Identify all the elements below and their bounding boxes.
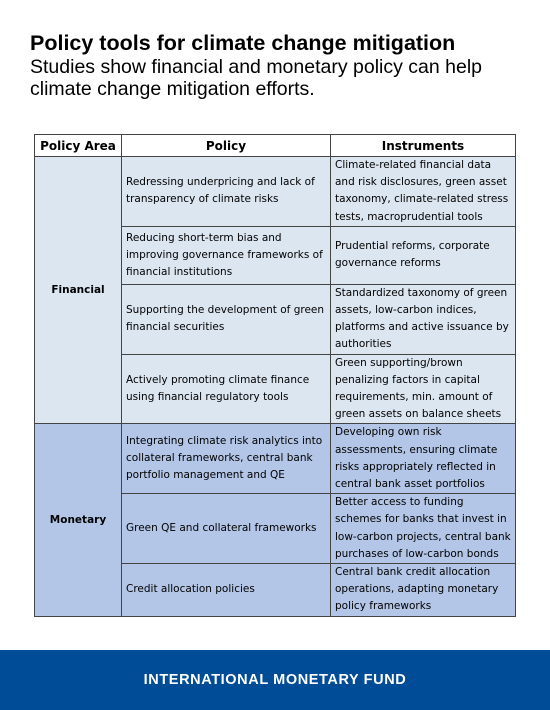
table-header-row — [35, 135, 516, 157]
column-header-instruments: Instruments — [331, 135, 516, 157]
policy-area-financial: Financial — [35, 157, 122, 424]
policy-cell: Reducing short-term bias and improving governance frameworks of financial institutions — [122, 226, 331, 284]
instruments-cell: Developing own risk assessments, ensuring climate risks appropriately reflected in central bank asset portfolios — [331, 424, 516, 494]
page-subtitle: Studies show financial and monetary policy can help climate change mitigation efforts. — [30, 56, 483, 100]
instruments-cell: Climate-related financial data and risk disclosures, green asset taxonomy, climate-related stress tests, macroprudential tools — [331, 157, 516, 227]
instruments-cell: Green supporting/brown penalizing factors in capital requirements, min. amount of green assets on balance sheets — [331, 354, 516, 424]
policy-cell: Green QE and collateral frameworks — [122, 494, 331, 564]
policy-table — [34, 134, 516, 617]
policy-cell: Actively promoting climate finance using financial regulatory tools — [122, 354, 331, 424]
policy-area-monetary: Monetary — [35, 424, 122, 616]
policy-cell: Supporting the development of green financial securities — [122, 284, 331, 354]
instruments-cell: Better access to funding schemes for banks that invest in low-carbon projects, central bank purchases of low-carbon bonds — [331, 494, 516, 564]
column-header-policy: Policy — [122, 135, 331, 157]
page-title: Policy tools for climate change mitigation — [30, 31, 456, 55]
instruments-cell: Central bank credit allocation operations, adapting monetary policy frameworks — [331, 564, 516, 617]
table-row — [35, 424, 516, 494]
instruments-cell: Prudential reforms, corporate governance reforms — [331, 226, 516, 284]
policy-cell: Integrating climate risk analytics into collateral frameworks, central bank portfolio management and QE — [122, 424, 331, 494]
column-header-policy-area: Policy Area — [35, 135, 122, 157]
table-row — [35, 157, 516, 227]
footer-banner — [0, 650, 550, 710]
policy-cell: Redressing underpricing and lack of transparency of climate risks — [122, 157, 331, 227]
policy-cell: Credit allocation policies — [122, 564, 331, 617]
footer-org-name: INTERNATIONAL MONETARY FUND — [143, 672, 407, 688]
instruments-cell: Standardized taxonomy of green assets, low-carbon indices, platforms and active issuance by authorities — [331, 284, 516, 354]
